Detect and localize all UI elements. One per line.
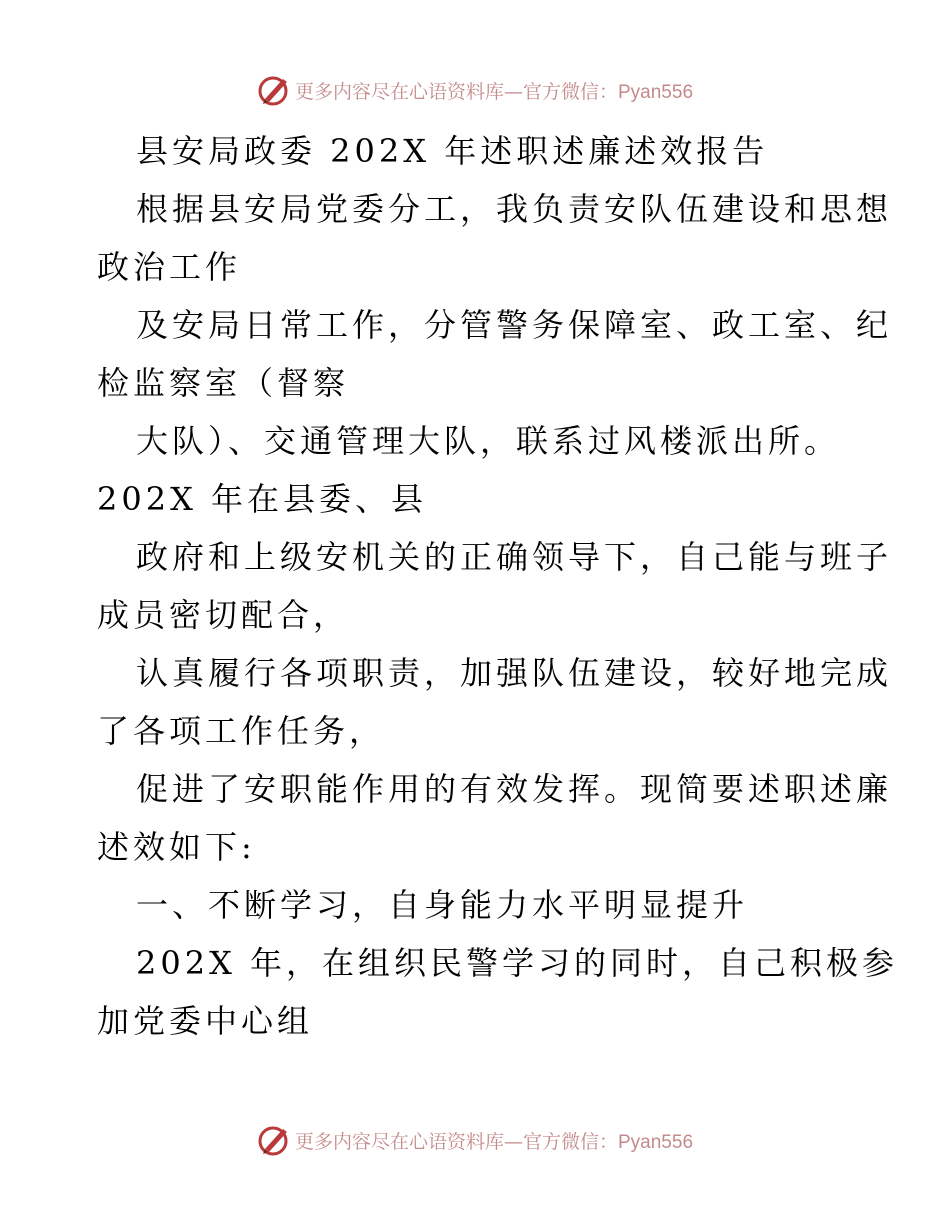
document-line: 加党委中心组 xyxy=(97,1002,314,1040)
footer-watermark xyxy=(0,1120,950,1160)
document-line: 成员密切配合， xyxy=(97,596,350,634)
document-line: 大队）、交通管理大队，联系过风楼派出所。 xyxy=(136,422,841,460)
document-line: 202X 年，在组织民警学习的同时，自己积极参 xyxy=(136,944,899,982)
watermark-text: 更多内容尽在心语资料库—官方微信：Pyan556 xyxy=(294,80,694,103)
header-watermark xyxy=(0,70,950,110)
document-line: 促进了安职能作用的有效发挥。现简要述职述廉 xyxy=(136,770,893,808)
watermark-wechat-id: Pyan556 xyxy=(618,81,694,103)
document-line: 一、不断学习，自身能力水平明显提升 xyxy=(136,886,749,924)
document-line: 了各项工作任务， xyxy=(97,712,386,750)
document-line: 及安局日常工作，分管警务保障室、政工室、纪 xyxy=(136,306,893,344)
document-line: 县安局政委 202X 年述职述廉述效报告 xyxy=(136,132,769,170)
document-line: 政府和上级安机关的正确领导下，自己能与班子 xyxy=(136,538,893,576)
pen-logo-icon xyxy=(257,1123,291,1157)
pen-logo-icon xyxy=(257,73,291,107)
document-line: 202X 年在县委、县 xyxy=(97,480,428,518)
document-line: 认真履行各项职责，加强队伍建设，较好地完成 xyxy=(136,654,893,692)
document-line: 根据县安局党委分工，我负责安队伍建设和思想 xyxy=(136,190,893,228)
watermark-wechat-id: Pyan556 xyxy=(618,1131,694,1153)
document-line: 政治工作 xyxy=(97,248,242,286)
document-body xyxy=(97,122,899,1050)
document-line: 检监察室（督察 xyxy=(97,364,350,402)
watermark-text: 更多内容尽在心语资料库—官方微信：Pyan556 xyxy=(294,1130,694,1153)
document-line: 述效如下: xyxy=(97,828,256,866)
